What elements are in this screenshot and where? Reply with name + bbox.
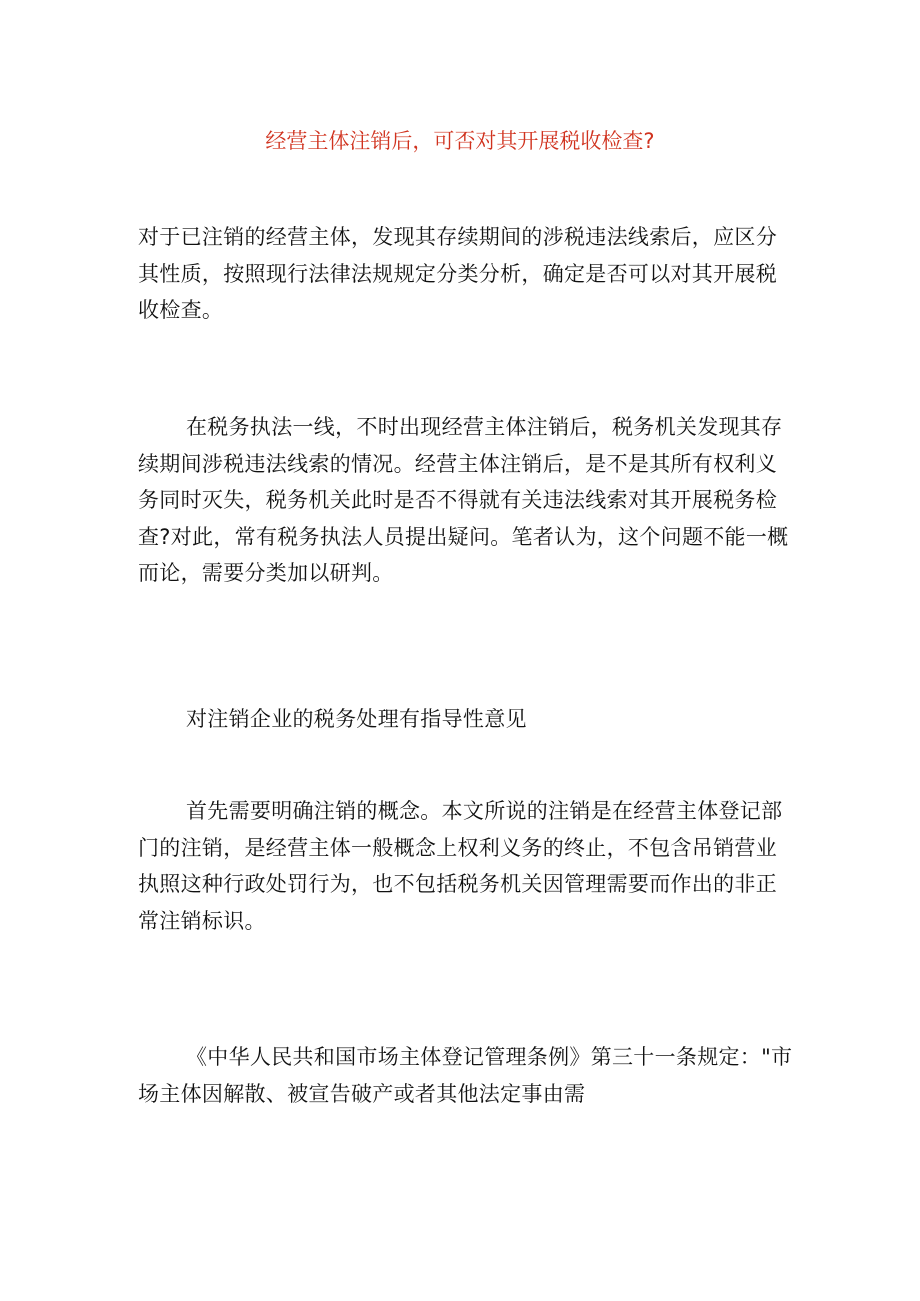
paragraph-regulation: 《中华人民共和国市场主体登记管理条例》第三十一条规定："市场主体因解散、被宣告破产或者其他法定事由需	[138, 1045, 793, 1106]
paragraph-subheading: 对注销企业的税务处理有指导性意见	[186, 707, 527, 731]
paragraph-background: 在税务执法一线，不时出现经营主体注销后，税务机关发现其存续期间涉税违法线索的情况。经营主体注销后，是不是其所有权利义务同时灭失，税务机关此时是否不得就有关违法线索对其开展税务检查?对此，常有税务执法人员提出疑问。笔者认为，这个问题不能一概而论，需要分类加以研判。	[138, 415, 789, 585]
paragraph-intro: 对于已注销的经营主体，发现其存续期间的涉税违法线索后，应区分其性质，按照现行法律法规规定分类分析，确定是否可以对其开展税收检查。	[138, 225, 777, 322]
document-title: 经营主体注销后，可否对其开展税收检查?	[265, 129, 655, 153]
paragraph-definition: 首先需要明确注销的概念。本文所说的注销是在经营主体登记部门的注销，是经营主体一般概念上权利义务的终止，不包含吊销营业执照这种行政处罚行为，也不包括税务机关因管理需要而作出的非正常注销标识。	[138, 799, 783, 933]
